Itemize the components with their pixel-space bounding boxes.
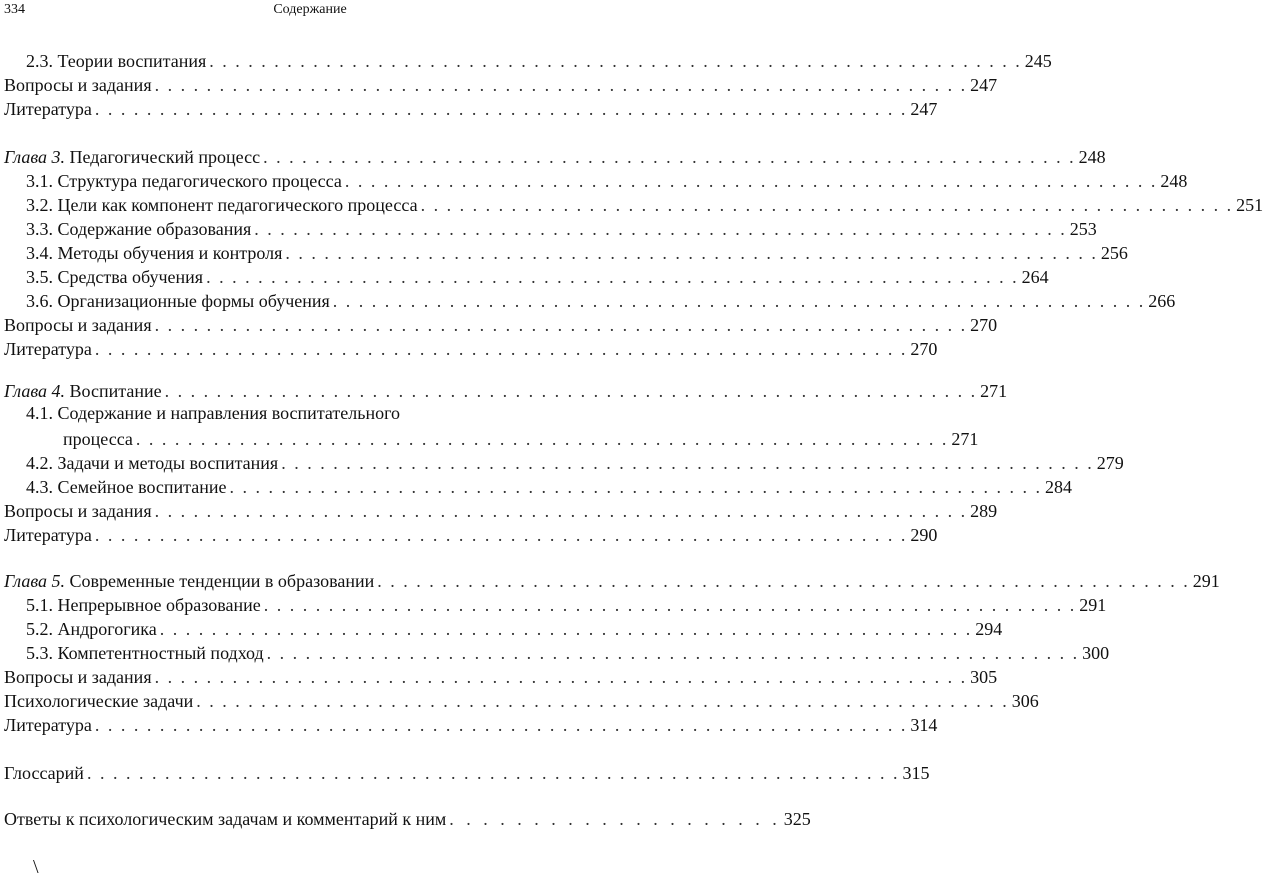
chapter-title: Педагогический процесс bbox=[65, 147, 261, 167]
toc-entry-label: 3.2. Цели как компонент педагогического процесса bbox=[26, 195, 418, 215]
toc-entry-label: 5.2. Андрогогика bbox=[26, 619, 157, 639]
toc-entry[interactable] bbox=[0, 168, 1188, 192]
dot-leader: . . . . . . . . . . . . . . . . . . . . . . . . . . . . . . . . . . . . . . . . . . . . . . . . . . . . . . . . . . . . . . . bbox=[159, 619, 973, 639]
toc-entry[interactable] bbox=[0, 760, 930, 784]
dot-leader: . . . . . . . . . . . . . . . . . . . . . . . . . . . . . . . . . . . . . . . . . . . . . . . . . . . . . . . . . . . . . . . bbox=[254, 219, 1067, 239]
dot-leader: . . . . . . . . . . . . . . . . . . . . . . . . . . . . . . . . . . . . . . . . . . . . . . . . . . . . . . . . . . . . . . . bbox=[344, 171, 1158, 191]
toc-entry-page: 290 bbox=[910, 525, 938, 545]
toc-entry-page: 300 bbox=[1082, 643, 1110, 663]
toc-entry-page: 289 bbox=[970, 501, 998, 521]
toc-entry[interactable] bbox=[0, 192, 1264, 216]
toc-entry-page: 256 bbox=[1100, 243, 1128, 263]
dot-leader: . . . . . . . . . . . . . . . . . . . . . . . . . . . . . . . . . . . . . . . . . . . . . . . . . . . . . . . . . . . . . . . bbox=[94, 99, 908, 119]
dot-leader: . . . . . . . . . . . . . . . . . . . . . . . . . . . . . . . . . . . . . . . . . . . . . . . . . . . . . . . . . . . . . . . bbox=[154, 75, 968, 95]
dot-leader: . . . . . . . . . . . . . . . . . . . . . . . . . . . . . . . . . . . . . . . . . . . . . . . . . . . . . . . . . . . . . . . bbox=[154, 501, 968, 521]
toc-entry-label: 3.6. Организационные формы обучения bbox=[26, 291, 330, 311]
chapter-title: Современные тенденции в образовании bbox=[65, 571, 375, 591]
toc-entry-page: 294 bbox=[975, 619, 1003, 639]
toc-entry-label: Вопросы и задания bbox=[4, 667, 152, 687]
toc-entry-label: Литература bbox=[4, 525, 92, 545]
toc-entry[interactable] bbox=[0, 426, 979, 450]
toc-entry-label: 2.3. Теории воспитания bbox=[26, 51, 207, 71]
toc-entry[interactable] bbox=[0, 498, 998, 522]
toc-entry-label: 4.3. Семейное воспитание bbox=[26, 477, 227, 497]
dot-leader: . . . . . . . . . . . . . . . . . . . . . . . . . . . . . . . . . . . . . . . . . . . . . . . . . . . . . . . . . . . . . . . bbox=[285, 243, 1098, 263]
toc-entry-page: 325 bbox=[783, 809, 811, 829]
dot-leader: . . . . . . . . . . . . . . . . . . . . . . . . . . . . . . . . . . . . . . . . . . . . . . . . . . . . . . . . . . . . . . . bbox=[229, 477, 1042, 497]
toc-entry-page: 248 bbox=[1160, 171, 1188, 191]
toc-entry-page: 247 bbox=[970, 75, 998, 95]
toc-entry-page: 306 bbox=[1011, 691, 1039, 711]
toc-entry-label: Психологические задачи bbox=[4, 691, 194, 711]
toc-entry-page: 271 bbox=[951, 429, 979, 449]
toc-entry-label: Литература bbox=[4, 339, 92, 359]
dot-leader: . . . . . . . . . . . . . . . . . . . . . . . . . . . . . . . . . . . . . . . . . . . . . . . . . . . . . . . . . . . . . . . bbox=[196, 691, 1009, 711]
toc-entry[interactable] bbox=[0, 474, 1072, 498]
toc-entry-label: 5.1. Непрерывное образование bbox=[26, 595, 261, 615]
dot-leader: . . . . . . . . . . . . . . . . . . . . . . . . . . . . . . . . . . . . . . . . . . . . . . . . . . . . . . . . . . . . . . . bbox=[94, 339, 908, 359]
toc-entry-page: 266 bbox=[1148, 291, 1176, 311]
dot-leader: . . . . . . . . . . . . . . . . . . . . . . . . . . . . . . . . . . . . . . . . . . . . . . . . . . . . . . . . . . . . . . . bbox=[420, 195, 1234, 215]
toc-entry-page: 253 bbox=[1069, 219, 1097, 239]
toc-entry-page: 245 bbox=[1024, 51, 1052, 71]
toc-entry-label: 4.2. Задачи и методы воспитания bbox=[26, 453, 279, 473]
page-header bbox=[0, 0, 620, 24]
toc-entry[interactable] bbox=[0, 216, 1097, 240]
page-number: 334 bbox=[4, 2, 25, 17]
toc-entry-label: 3.5. Средства обучения bbox=[26, 267, 204, 287]
toc-entry-label bbox=[0, 146, 260, 168]
toc-entry-label: Ответы к психологическим задачам и комментарий к ним bbox=[4, 809, 447, 829]
dot-leader: . . . . . . . . . . . . . . . . . . . . bbox=[449, 809, 781, 829]
toc-entry-page: 270 bbox=[910, 339, 938, 359]
toc-entry-label: Глоссарий bbox=[4, 763, 84, 783]
toc-entry-label bbox=[0, 380, 162, 402]
toc-entry[interactable] bbox=[0, 96, 938, 120]
toc-entry-label bbox=[0, 570, 374, 592]
dot-leader: . . . . . . . . . . . . . . . . . . . . . . . . . . . . . . . . . . . . . . . . . . . . . . . . . . . . . . . . . . . . . . . bbox=[164, 381, 978, 401]
dot-leader: . . . . . . . . . . . . . . . . . . . . . . . . . . . . . . . . . . . . . . . . . . . . . . . . . . . . . . . . . . . . . . . bbox=[263, 147, 1076, 167]
toc-entry-label: Вопросы и задания bbox=[4, 315, 152, 335]
dot-leader: . . . . . . . . . . . . . . . . . . . . . . . . . . . . . . . . . . . . . . . . . . . . . . . . . . . . . . . . . . . . . . . bbox=[209, 51, 1022, 71]
toc-entry-page: 305 bbox=[970, 667, 998, 687]
toc-entry[interactable] bbox=[0, 402, 620, 426]
chapter-prefix: Глава 3. bbox=[4, 147, 66, 167]
toc-entry[interactable] bbox=[0, 264, 1049, 288]
toc-entry-page: 284 bbox=[1044, 477, 1072, 497]
toc-entry[interactable] bbox=[0, 336, 938, 360]
toc-entry-label: 3.1. Структура педагогического процесса bbox=[26, 171, 342, 191]
dot-leader: . . . . . . . . . . . . . . . . . . . . . . . . . . . . . . . . . . . . . . . . . . . . . . . . . . . . . . . . . . . . . . . bbox=[94, 715, 908, 735]
toc-entry[interactable] bbox=[0, 450, 1124, 474]
toc-entry-page: 271 bbox=[980, 381, 1008, 401]
dot-leader: . . . . . . . . . . . . . . . . . . . . . . . . . . . . . . . . . . . . . . . . . . . . . . . . . . . . . . . . . . . . . . . bbox=[206, 267, 1019, 287]
toc-entry[interactable] bbox=[0, 72, 998, 96]
chapter-prefix: Глава 5. bbox=[4, 571, 66, 591]
toc-entry[interactable] bbox=[0, 616, 1003, 640]
dot-leader: . . . . . . . . . . . . . . . . . . . . . . . . . . . . . . . . . . . . . . . . . . . . . . . . . . . . . . . . . . . . . . . bbox=[332, 291, 1146, 311]
toc-entry-label: Вопросы и задания bbox=[4, 501, 152, 521]
toc-entry[interactable] bbox=[0, 240, 1128, 264]
chapter-title: Воспитание bbox=[65, 381, 162, 401]
chapter-prefix: Глава 4. bbox=[4, 381, 66, 401]
toc-entry-page: 247 bbox=[910, 99, 938, 119]
toc-entry-label: 3.3. Содержание образования bbox=[26, 219, 252, 239]
toc-chapter-entry[interactable] bbox=[0, 144, 1106, 168]
toc-entry[interactable] bbox=[0, 640, 1110, 664]
dot-leader: . . . . . . . . . . . . . . . . . . . . . . . . . . . . . . . . . . . . . . . . . . . . . . . . . . . . . . . . . . . . . . . bbox=[281, 453, 1094, 473]
toc-entry-label: 3.4. Методы обучения и контроля bbox=[26, 243, 283, 263]
toc-entry-label: Литература bbox=[4, 99, 92, 119]
running-head: Содержание bbox=[273, 2, 347, 17]
toc-entry[interactable] bbox=[0, 664, 998, 688]
toc-entry-page: 314 bbox=[910, 715, 938, 735]
dot-leader: . . . . . . . . . . . . . . . . . . . . . . . . . . . . . . . . . . . . . . . . . . . . . . . . . . . . . . . . . . . . . . . bbox=[154, 667, 968, 687]
toc-chapter-entry[interactable] bbox=[0, 568, 1220, 592]
toc-entry-page: 248 bbox=[1078, 147, 1106, 167]
dot-leader: . . . . . . . . . . . . . . . . . . . . . . . . . . . . . . . . . . . . . . . . . . . . . . . . . . . . . . . . . . . . . . . bbox=[94, 525, 908, 545]
toc-entry[interactable] bbox=[0, 592, 1107, 616]
toc-entry-page: 279 bbox=[1096, 453, 1124, 473]
toc-entry[interactable] bbox=[0, 806, 811, 830]
toc-entry[interactable] bbox=[0, 522, 938, 546]
toc-entry-label: процесса bbox=[63, 429, 133, 449]
dot-leader: . . . . . . . . . . . . . . . . . . . . . . . . . . . . . . . . . . . . . . . . . . . . . . . . . . . . . . . . . . . . . . . bbox=[377, 571, 1190, 591]
footer-mark: \ bbox=[33, 856, 39, 878]
dot-leader: . . . . . . . . . . . . . . . . . . . . . . . . . . . . . . . . . . . . . . . . . . . . . . . . . . . . . . . . . . . . . . . bbox=[86, 763, 900, 783]
toc-entry-page: 264 bbox=[1021, 267, 1049, 287]
toc-entry-label: Литература bbox=[4, 715, 92, 735]
toc-entry-page: 291 bbox=[1192, 571, 1220, 591]
toc-entry-label: Вопросы и задания bbox=[4, 75, 152, 95]
toc-entry-label: 5.3. Компетентностный подход bbox=[26, 643, 264, 663]
toc-entry[interactable] bbox=[0, 312, 998, 336]
toc-entry-page: 291 bbox=[1079, 595, 1107, 615]
dot-leader: . . . . . . . . . . . . . . . . . . . . . . . . . . . . . . . . . . . . . . . . . . . . . . . . . . . . . . . . . . . . . . . bbox=[135, 429, 949, 449]
toc-chapter-entry[interactable] bbox=[0, 378, 1008, 402]
toc-entry[interactable] bbox=[0, 688, 1039, 712]
toc-entry-page: 270 bbox=[970, 315, 998, 335]
dot-leader: . . . . . . . . . . . . . . . . . . . . . . . . . . . . . . . . . . . . . . . . . . . . . . . . . . . . . . . . . . . . . . . bbox=[263, 595, 1077, 615]
toc-entry[interactable] bbox=[0, 48, 1052, 72]
toc-entry-page: 251 bbox=[1236, 195, 1264, 215]
toc-entry[interactable] bbox=[0, 288, 1176, 312]
toc-entry-page: 315 bbox=[902, 763, 930, 783]
dot-leader: . . . . . . . . . . . . . . . . . . . . . . . . . . . . . . . . . . . . . . . . . . . . . . . . . . . . . . . . . . . . . . . bbox=[266, 643, 1080, 663]
toc-entry[interactable] bbox=[0, 712, 938, 736]
dot-leader: . . . . . . . . . . . . . . . . . . . . . . . . . . . . . . . . . . . . . . . . . . . . . . . . . . . . . . . . . . . . . . . bbox=[154, 315, 968, 335]
toc-entry-label: 4.1. Содержание и направления воспитательного bbox=[26, 403, 401, 423]
